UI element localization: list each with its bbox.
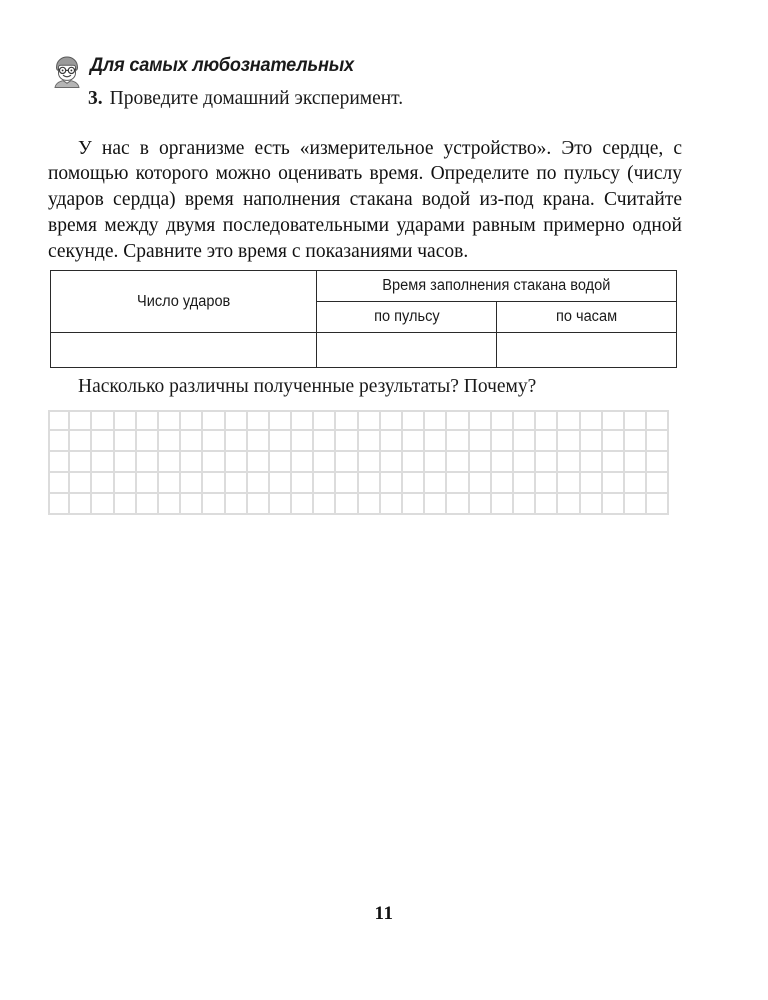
answer-grid-cell[interactable] xyxy=(336,494,358,515)
table-row-header-top xyxy=(51,271,677,302)
experiment-table xyxy=(50,270,677,368)
answer-grid-cell[interactable] xyxy=(137,494,159,515)
answer-grid-cell[interactable] xyxy=(625,452,647,473)
answer-grid-cell[interactable] xyxy=(558,494,580,515)
answer-grid-cell[interactable] xyxy=(203,431,225,452)
answer-grid-cell[interactable] xyxy=(292,473,314,494)
answer-grid-cell[interactable] xyxy=(70,452,92,473)
answer-grid-cell[interactable] xyxy=(647,431,669,452)
answer-grid-cell[interactable] xyxy=(159,431,181,452)
answer-grid-cell[interactable] xyxy=(48,494,70,515)
table-header-time-group: Время заполнения стакана водой xyxy=(317,271,677,302)
answer-grid-cell[interactable] xyxy=(70,494,92,515)
answer-grid-cell[interactable] xyxy=(470,494,492,515)
answer-grid-cell[interactable] xyxy=(270,452,292,473)
answer-grid-cell[interactable] xyxy=(314,473,336,494)
answer-grid-cell[interactable] xyxy=(270,494,292,515)
answer-grid-cell[interactable] xyxy=(137,431,159,452)
answer-grid-cell[interactable] xyxy=(447,473,469,494)
answer-grid-cell[interactable] xyxy=(425,494,447,515)
answer-grid-cell[interactable] xyxy=(226,410,248,431)
answer-grid-cell[interactable] xyxy=(92,494,114,515)
answer-grid-cell[interactable] xyxy=(359,494,381,515)
answer-grid-cell[interactable] xyxy=(92,452,114,473)
answer-grid-cell[interactable] xyxy=(48,473,70,494)
answer-grid-cell[interactable] xyxy=(558,473,580,494)
task-title: Проведите домашний эксперимент. xyxy=(109,88,404,109)
answer-grid-cell[interactable] xyxy=(115,452,137,473)
answer-grid-cell[interactable] xyxy=(403,410,425,431)
answer-grid-cell[interactable] xyxy=(226,431,248,452)
answer-grid-cell[interactable] xyxy=(248,452,270,473)
rubric-header xyxy=(50,52,690,86)
answer-grid-cell[interactable] xyxy=(536,494,558,515)
answer-grid-cell[interactable] xyxy=(625,494,647,515)
answer-grid-cell[interactable] xyxy=(115,494,137,515)
answer-grid-cell[interactable] xyxy=(381,410,403,431)
answer-grid-cell[interactable] xyxy=(181,473,203,494)
answer-grid-cell[interactable] xyxy=(359,431,381,452)
answer-grid-cell[interactable] xyxy=(647,410,669,431)
answer-grid-cell[interactable] xyxy=(336,452,358,473)
answer-grid-cell[interactable] xyxy=(181,494,203,515)
answer-grid-cell[interactable] xyxy=(514,473,536,494)
answer-grid-cell[interactable] xyxy=(70,473,92,494)
answer-grid-cell[interactable] xyxy=(314,452,336,473)
answer-grid-cell[interactable] xyxy=(381,431,403,452)
table-subheader-clock: по часам xyxy=(497,302,677,333)
answer-grid-cell[interactable] xyxy=(314,494,336,515)
answer-grid-cell[interactable] xyxy=(514,431,536,452)
answer-grid-cell[interactable] xyxy=(514,452,536,473)
curious-student-icon xyxy=(50,54,84,88)
answer-grid-cell[interactable] xyxy=(581,452,603,473)
answer-grid-cell[interactable] xyxy=(270,410,292,431)
answer-grid-cell[interactable] xyxy=(70,410,92,431)
answer-grid-cell[interactable] xyxy=(492,452,514,473)
answer-grid-cell[interactable] xyxy=(248,431,270,452)
answer-grid-cell[interactable] xyxy=(425,473,447,494)
answer-grid[interactable] xyxy=(48,410,669,515)
answer-grid-cell[interactable] xyxy=(248,494,270,515)
answer-grid-cell[interactable] xyxy=(492,473,514,494)
answer-grid-cell[interactable] xyxy=(226,473,248,494)
answer-grid-cell[interactable] xyxy=(558,452,580,473)
answer-grid-cell[interactable] xyxy=(425,431,447,452)
answer-grid-cell[interactable] xyxy=(558,431,580,452)
answer-grid-cell[interactable] xyxy=(447,431,469,452)
task-body-text: У нас в организме есть «измерительное устройство». Это сердце, с помощью которого можно оценивать время. Определите по пульсу (числу ударов сердца) время наполнения стакана водой из-под крана. Считайте время между двумя последовательными ударами равным примерно одной секунде. Сравните это время с показаниями часов. xyxy=(48,137,682,262)
answer-grid-cell[interactable] xyxy=(159,473,181,494)
task-heading xyxy=(88,86,403,112)
answer-grid-cell[interactable] xyxy=(137,410,159,431)
answer-grid-cell[interactable] xyxy=(558,410,580,431)
answer-grid-cell[interactable] xyxy=(336,473,358,494)
answer-grid-cell[interactable] xyxy=(470,452,492,473)
answer-grid-cell[interactable] xyxy=(203,410,225,431)
answer-grid-cell[interactable] xyxy=(115,431,137,452)
answer-grid-cell[interactable] xyxy=(270,473,292,494)
answer-grid-cell[interactable] xyxy=(403,473,425,494)
answer-grid-cell[interactable] xyxy=(70,431,92,452)
answer-grid-cell[interactable] xyxy=(292,494,314,515)
answer-grid-cell[interactable] xyxy=(115,410,137,431)
answer-grid-cell[interactable] xyxy=(603,452,625,473)
answer-grid-cell[interactable] xyxy=(425,452,447,473)
answer-grid-cell[interactable] xyxy=(137,473,159,494)
answer-grid-cell[interactable] xyxy=(248,410,270,431)
answer-grid-cell[interactable] xyxy=(181,452,203,473)
answer-grid-cell[interactable] xyxy=(137,452,159,473)
answer-grid-cell[interactable] xyxy=(447,452,469,473)
answer-grid-cell[interactable] xyxy=(314,410,336,431)
answer-grid-cell[interactable] xyxy=(447,494,469,515)
answer-grid-cell[interactable] xyxy=(470,431,492,452)
answer-grid-cell[interactable] xyxy=(359,410,381,431)
answer-grid-cell[interactable] xyxy=(292,452,314,473)
answer-grid-cell[interactable] xyxy=(226,452,248,473)
table-subheader-pulse: по пульсу xyxy=(317,302,497,333)
answer-grid-cell[interactable] xyxy=(536,431,558,452)
answer-grid-cell[interactable] xyxy=(603,431,625,452)
answer-grid-cell[interactable] xyxy=(647,473,669,494)
page-number: 11 xyxy=(374,903,394,924)
answer-grid-cell[interactable] xyxy=(203,494,225,515)
answer-grid-cell[interactable] xyxy=(248,473,270,494)
answer-grid-cell[interactable] xyxy=(92,431,114,452)
answer-grid-cell[interactable] xyxy=(159,452,181,473)
answer-grid-cell[interactable] xyxy=(492,494,514,515)
answer-grid-cell[interactable] xyxy=(92,410,114,431)
answer-grid-cell[interactable] xyxy=(48,431,70,452)
answer-grid-cell[interactable] xyxy=(536,452,558,473)
answer-grid-cell[interactable] xyxy=(581,473,603,494)
answer-grid-cell[interactable] xyxy=(359,452,381,473)
answer-grid-cell[interactable] xyxy=(470,410,492,431)
answer-grid-cell[interactable] xyxy=(492,410,514,431)
answer-grid-cell[interactable] xyxy=(48,452,70,473)
table-cell-clock-value[interactable] xyxy=(497,333,677,368)
answer-grid-cell[interactable] xyxy=(292,410,314,431)
answer-grid-cell[interactable] xyxy=(314,431,336,452)
follow-up-question: Насколько различны полученные результаты? Почему? xyxy=(78,376,537,397)
answer-grid-cell[interactable] xyxy=(514,494,536,515)
answer-grid-cell[interactable] xyxy=(492,431,514,452)
table-row xyxy=(51,333,677,368)
answer-grid-cell[interactable] xyxy=(581,431,603,452)
answer-grid-cell[interactable] xyxy=(581,494,603,515)
answer-grid-cell[interactable] xyxy=(336,431,358,452)
answer-grid-cell[interactable] xyxy=(603,473,625,494)
answer-grid-cell[interactable] xyxy=(425,410,447,431)
answer-grid-cell[interactable] xyxy=(603,410,625,431)
answer-grid-cell[interactable] xyxy=(470,473,492,494)
answer-grid-cell[interactable] xyxy=(226,494,248,515)
answer-grid-cell[interactable] xyxy=(603,494,625,515)
table-cell-beats-value[interactable] xyxy=(51,333,317,368)
answer-grid-cell[interactable] xyxy=(403,494,425,515)
answer-grid-cell[interactable] xyxy=(625,431,647,452)
answer-grid-cell[interactable] xyxy=(581,410,603,431)
answer-grid-cell[interactable] xyxy=(270,431,292,452)
answer-grid-cell[interactable] xyxy=(447,410,469,431)
answer-grid-cell[interactable] xyxy=(514,410,536,431)
answer-grid-cell[interactable] xyxy=(403,452,425,473)
answer-grid-cell[interactable] xyxy=(115,473,137,494)
answer-grid-cell[interactable] xyxy=(92,473,114,494)
table-header-beats: Число ударов xyxy=(51,271,317,333)
table-cell-pulse-value[interactable] xyxy=(317,333,497,368)
answer-grid-cell[interactable] xyxy=(625,410,647,431)
answer-grid-cell[interactable] xyxy=(181,431,203,452)
answer-grid-cell[interactable] xyxy=(159,494,181,515)
answer-grid-cell[interactable] xyxy=(381,473,403,494)
answer-grid-cell[interactable] xyxy=(159,410,181,431)
rubric-title: Для самых любознательных xyxy=(90,54,354,76)
answer-grid-cell[interactable] xyxy=(536,473,558,494)
answer-grid-cell[interactable] xyxy=(292,431,314,452)
answer-grid-cell[interactable] xyxy=(203,473,225,494)
answer-grid-cell[interactable] xyxy=(647,494,669,515)
answer-grid-cell[interactable] xyxy=(359,473,381,494)
answer-grid-cell[interactable] xyxy=(381,452,403,473)
task-number: 3. xyxy=(88,88,103,109)
answer-grid-cell[interactable] xyxy=(181,410,203,431)
answer-grid-cell[interactable] xyxy=(625,473,647,494)
answer-grid-cell[interactable] xyxy=(536,410,558,431)
answer-grid-cell[interactable] xyxy=(336,410,358,431)
answer-grid-cell[interactable] xyxy=(647,452,669,473)
answer-grid-cell[interactable] xyxy=(381,494,403,515)
answer-grid-cell[interactable] xyxy=(403,431,425,452)
answer-grid-cell[interactable] xyxy=(203,452,225,473)
answer-grid-cell[interactable] xyxy=(48,410,70,431)
